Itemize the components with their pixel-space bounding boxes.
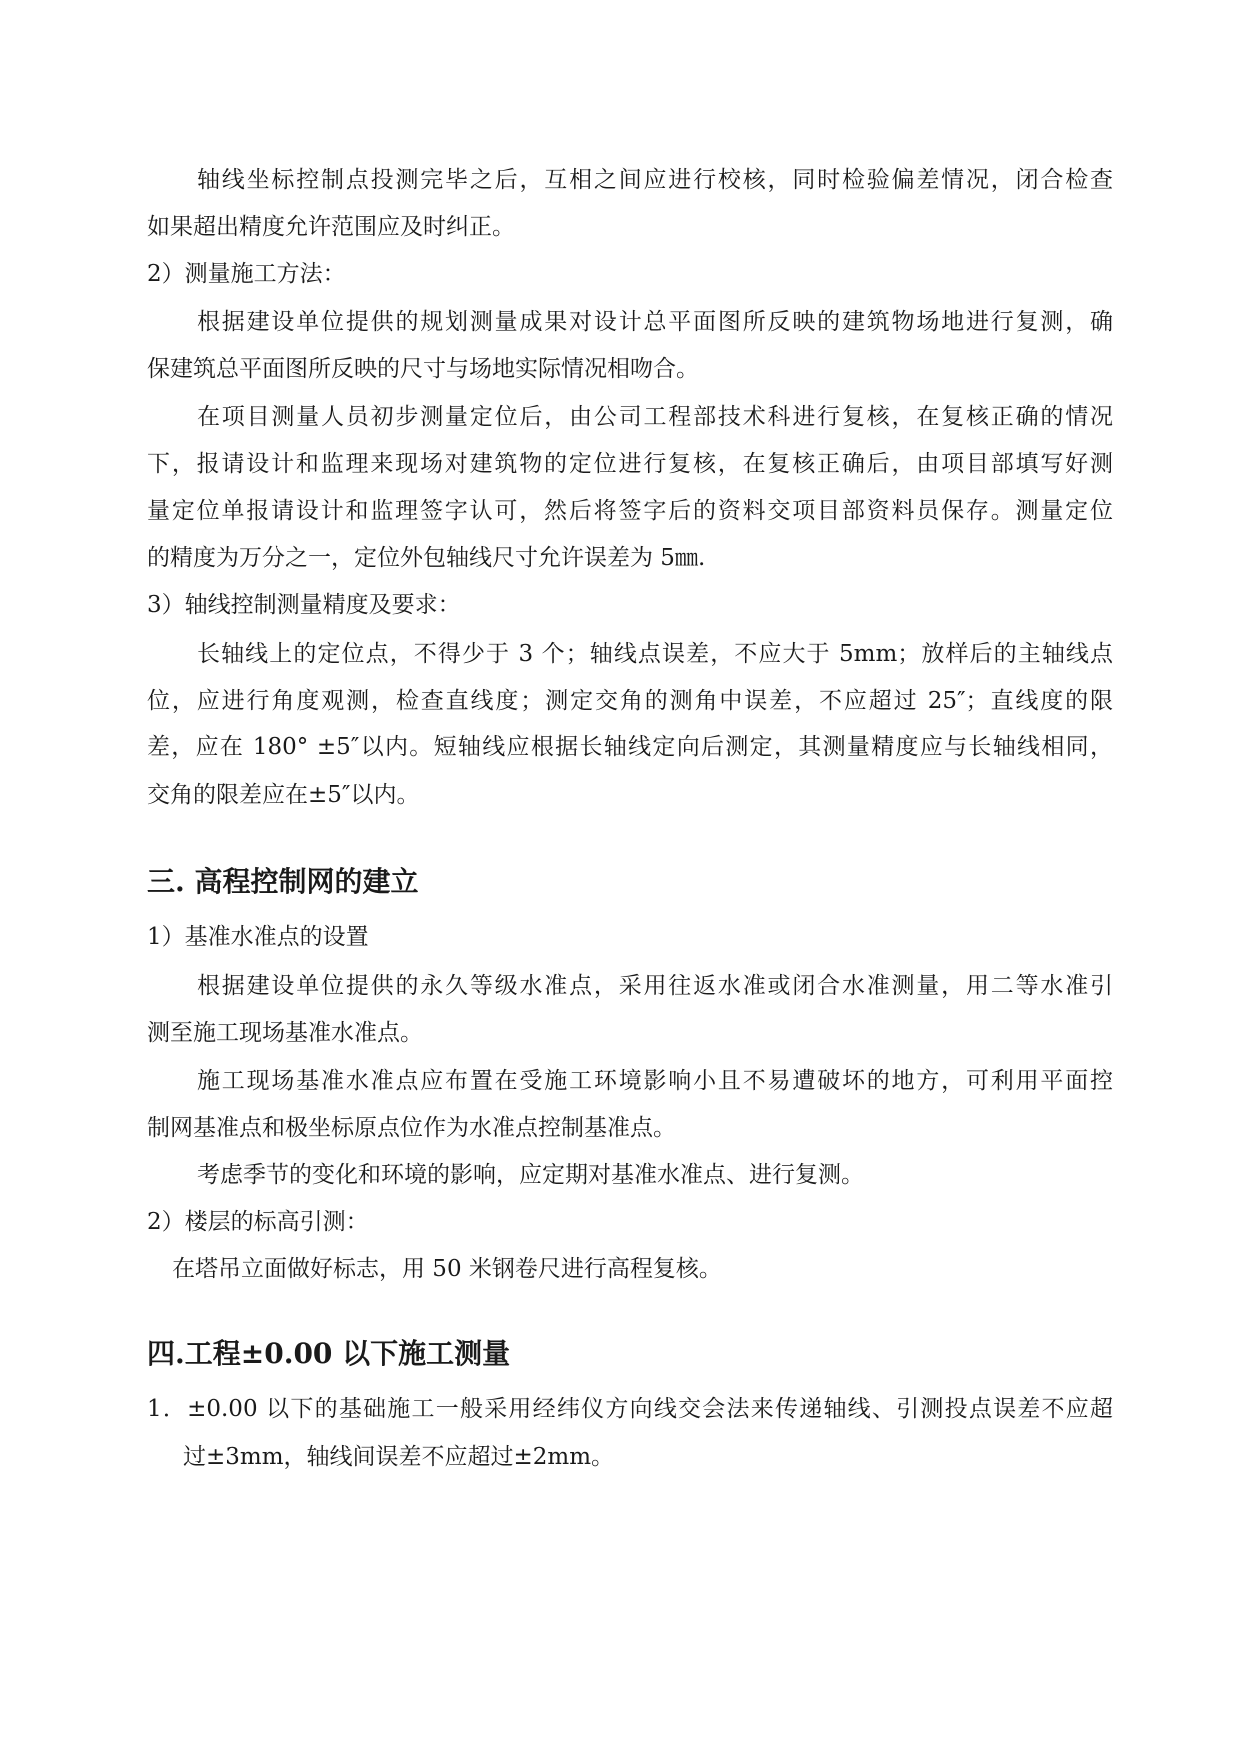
paragraph-line: 轴线坐标控制点投测完毕之后，互相之间应进行校核，同时检验偏差情况，闭合检查 xyxy=(197,167,1113,193)
paragraph-line: 测至施工现场基准水准点。 xyxy=(147,1020,423,1046)
paragraph-line: 考虑季节的变化和环境的影响，应定期对基准水准点、进行复测。 xyxy=(197,1162,864,1188)
list-item-line: 1．±0.00 以下的基础施工一般采用经纬仪方向线交会法来传递轴线、引测投点误差不应超 xyxy=(147,1396,1113,1422)
list-item-heading: 3）轴线控制测量精度及要求： xyxy=(147,592,461,618)
paragraph-line: 根据建设单位提供的永久等级水准点，采用往返水准或闭合水准测量，用二等水准引 xyxy=(197,973,1113,999)
paragraph-line: 下，报请设计和监理来现场对建筑物的定位进行复核，在复核正确后，由项目部填写好测 xyxy=(147,451,1113,477)
paragraph-line: 长轴线上的定位点，不得少于 3 个；轴线点误差，不应大于 5mm；放样后的主轴线点 xyxy=(197,641,1113,667)
paragraph-line: 在塔吊立面做好标志，用 50 米钢卷尺进行高程复核。 xyxy=(172,1256,722,1282)
paragraph-line: 交角的限差应在±5″以内。 xyxy=(147,782,420,808)
paragraph-line: 制网基准点和极坐标原点位作为水准点控制基准点。 xyxy=(147,1115,676,1141)
paragraph-line: 在项目测量人员初步测量定位后，由公司工程部技术科进行复核，在复核正确的情况 xyxy=(197,404,1113,430)
paragraph-line: 差，应在 180° ±5″以内。短轴线应根据长轴线定向后测定，其测量精度应与长轴线相同， xyxy=(147,734,1113,760)
list-item-line: 过±3mm，轴线间误差不应超过±2mm。 xyxy=(183,1444,615,1470)
paragraph-line: 如果超出精度允许范围应及时纠正。 xyxy=(147,214,515,240)
section-heading: 四.工程±0.00 以下施工测量 xyxy=(147,1337,511,1370)
list-item-heading: 1）基准水准点的设置 xyxy=(147,924,369,950)
paragraph-line: 根据建设单位提供的规划测量成果对设计总平面图所反映的建筑物场地进行复测，确 xyxy=(197,309,1113,335)
paragraph-line: 保建筑总平面图所反映的尺寸与场地实际情况相吻合。 xyxy=(147,356,699,382)
list-item-heading: 2）楼层的标高引测： xyxy=(147,1209,369,1235)
list-item-heading: 2）测量施工方法： xyxy=(147,261,346,287)
section-heading: 三. 高程控制网的建立 xyxy=(147,865,419,898)
paragraph-line: 位，应进行角度观测，检查直线度；测定交角的测角中误差，不应超过 25″；直线度的限 xyxy=(147,688,1113,714)
paragraph-line: 的精度为万分之一，定位外包轴线尺寸允许误差为 5㎜. xyxy=(147,545,706,571)
paragraph-line: 施工现场基准水准点应布置在受施工环境影响小且不易遭破坏的地方，可利用平面控 xyxy=(197,1068,1113,1094)
paragraph-line: 量定位单报请设计和监理签字认可，然后将签字后的资料交项目部资料员保存。测量定位 xyxy=(147,498,1113,524)
